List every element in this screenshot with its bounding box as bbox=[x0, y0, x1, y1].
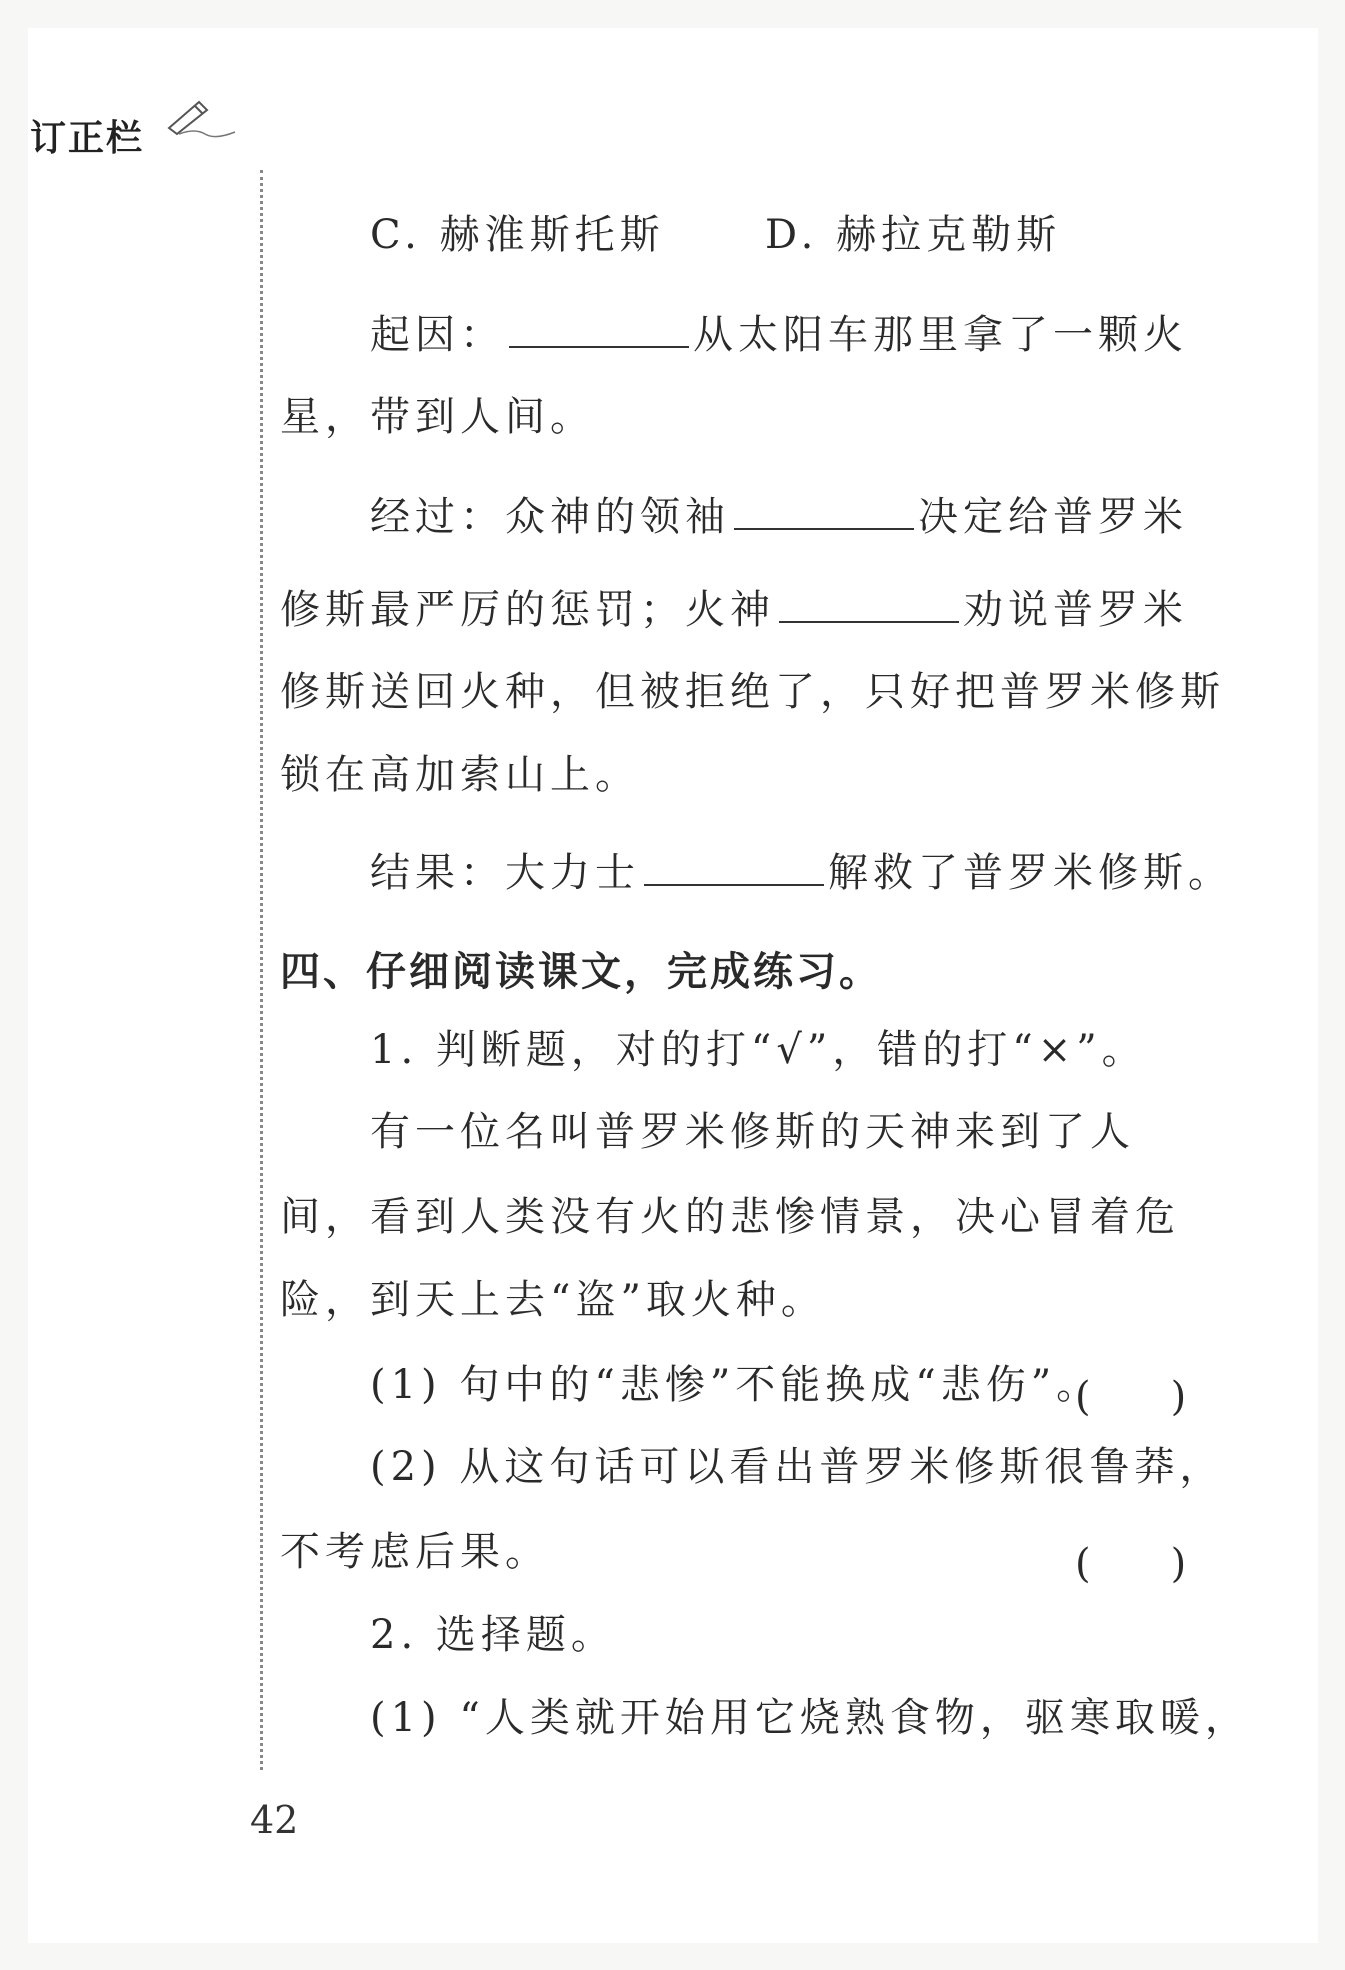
result-line bbox=[370, 848, 1233, 896]
page-number: 42 bbox=[250, 1798, 299, 1842]
question-1-title: 1. 判断题，对的打“√”，错的打“×”。 bbox=[370, 1027, 1147, 1073]
cause-blank[interactable] bbox=[509, 310, 689, 348]
process-line-2 bbox=[280, 585, 1188, 633]
pencil-icon bbox=[165, 98, 245, 138]
option-d: D. 赫拉克勒斯 bbox=[765, 212, 1062, 258]
process-cont-1: 修斯最严厉的惩罚；火神 bbox=[280, 587, 775, 633]
process-label: 经过：众神的领袖 bbox=[370, 494, 730, 540]
hercules-blank[interactable] bbox=[644, 848, 824, 886]
judge-item-2: (2) 从这句话可以看出普罗米修斯很鲁莽， bbox=[370, 1444, 1225, 1490]
passage-line-2: 间，看到人类没有火的悲惨情景，决心冒着危 bbox=[280, 1194, 1180, 1240]
margin-dotted-line bbox=[260, 170, 263, 1770]
answer-paren-2[interactable]: ( ) bbox=[1075, 1541, 1187, 1587]
judge-item-2-cont: 不考虑后果。 bbox=[280, 1529, 550, 1575]
cause-text: 从太阳车那里拿了一颗火 bbox=[693, 312, 1188, 358]
cause-label: 起因： bbox=[370, 312, 505, 358]
question-2-title: 2. 选择题。 bbox=[370, 1612, 616, 1658]
process-text: 决定给普罗米 bbox=[918, 494, 1188, 540]
result-text: 解救了普罗米修斯。 bbox=[828, 850, 1233, 896]
judge-item-1: (1) 句中的“悲惨”不能换成“悲伤”。 bbox=[370, 1362, 1102, 1408]
answer-paren-1[interactable]: ( ) bbox=[1075, 1374, 1187, 1420]
leader-blank[interactable] bbox=[734, 492, 914, 530]
option-c: C. 赫淮斯托斯 bbox=[370, 212, 665, 258]
process-cont-1-rest: 劝说普罗米 bbox=[963, 587, 1188, 633]
cause-continuation: 星，带到人间。 bbox=[280, 394, 595, 440]
passage-line-1: 有一位名叫普罗米修斯的天神来到了人 bbox=[370, 1109, 1135, 1155]
process-line-3: 修斯送回火种，但被拒绝了，只好把普罗米修斯 bbox=[280, 669, 1225, 715]
choice-item-1: (1) “人类就开始用它烧熟食物，驱寒取暖， bbox=[370, 1695, 1250, 1741]
result-label: 结果：大力士 bbox=[370, 850, 640, 896]
process-line-4: 锁在高加索山上。 bbox=[280, 752, 640, 798]
fire-god-blank[interactable] bbox=[779, 585, 959, 623]
section-heading: 四、仔细阅读课文，完成练习。 bbox=[280, 949, 882, 995]
cause-line bbox=[370, 310, 1188, 358]
passage-line-3: 险，到天上去“盗”取火种。 bbox=[280, 1277, 826, 1323]
correction-column-title: 订正栏 bbox=[30, 118, 145, 159]
process-line bbox=[370, 492, 1188, 540]
